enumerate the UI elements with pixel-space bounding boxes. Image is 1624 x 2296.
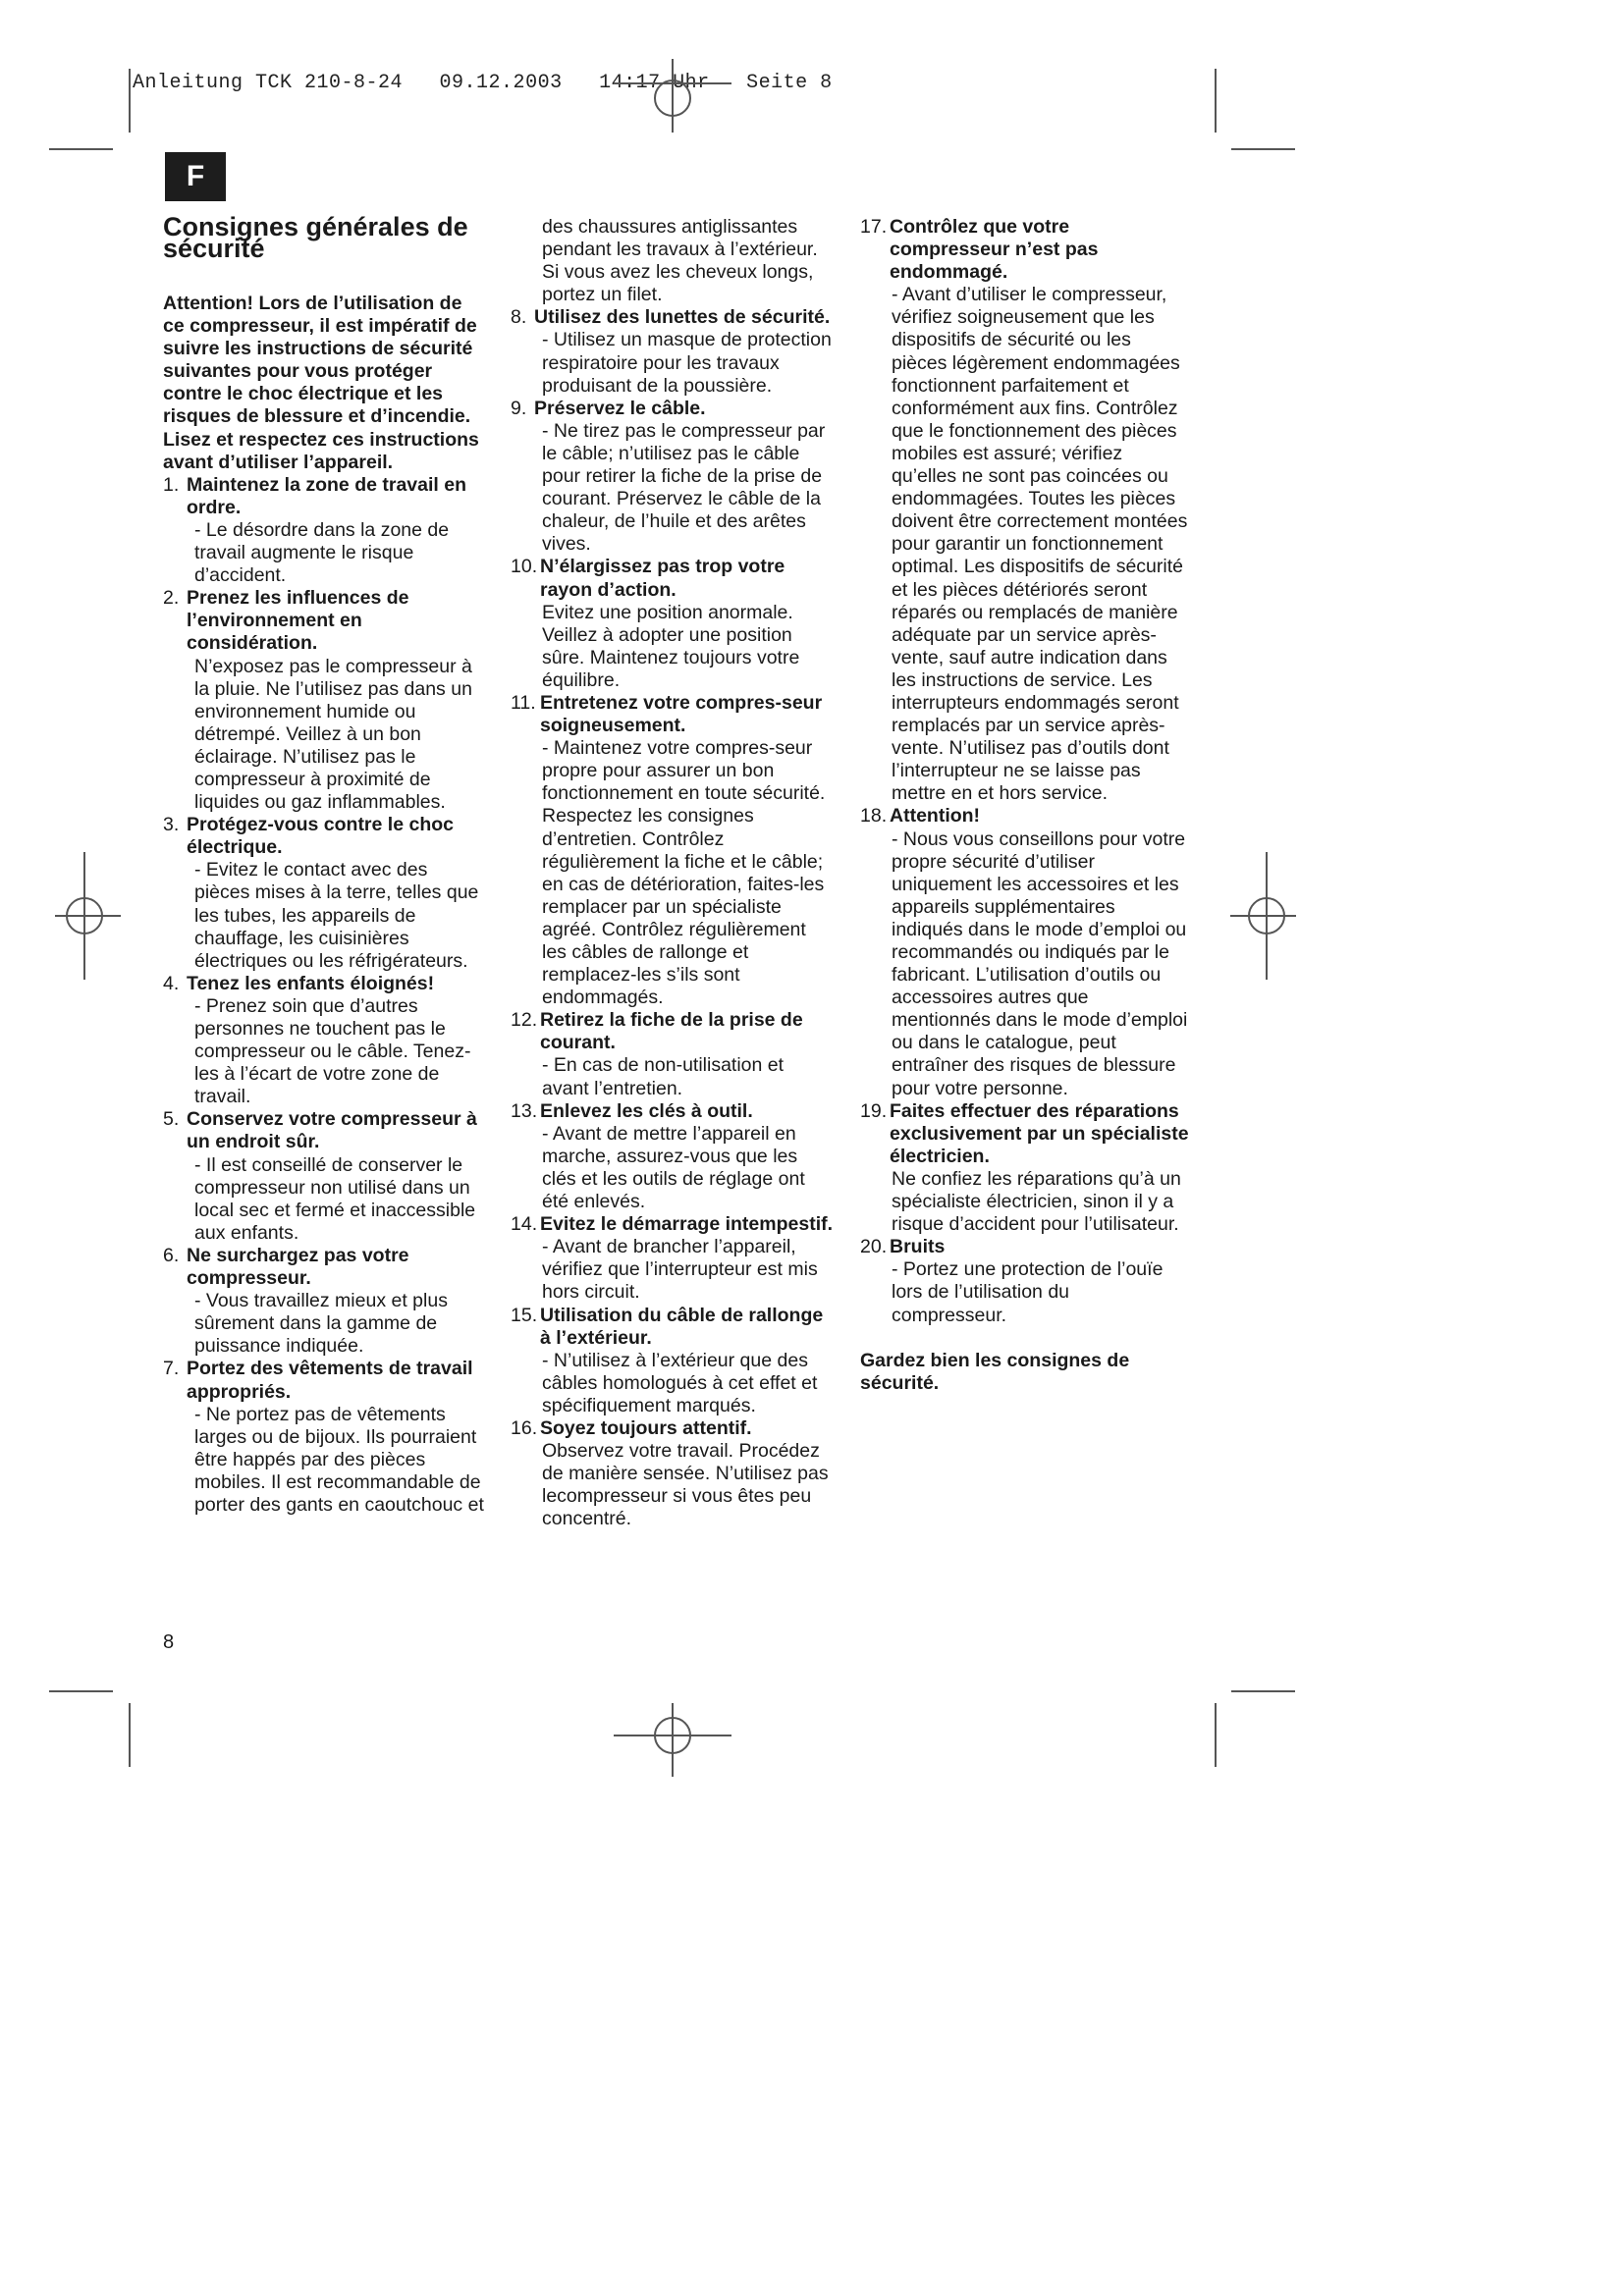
item-number: 1. xyxy=(163,473,180,496)
item-body: Evitez une position anormale. Veillez à adopter une position sûre. Maintenez toujours votre équilibre. xyxy=(542,601,800,691)
item-number: 13. xyxy=(511,1099,538,1122)
item-body: Ne confiez les réparations qu’à un spécialiste électricien, sinon il y a risque d’accident pour l’utilisateur. xyxy=(892,1167,1181,1236)
item-heading: Enlevez les clés à outil. xyxy=(540,1099,753,1122)
registration-mark-top-icon xyxy=(609,59,736,137)
crop-mark-top-right-horizontal xyxy=(1231,148,1295,150)
list-item xyxy=(860,1100,1189,1237)
item-number: 20. xyxy=(860,1236,888,1258)
section-title-line-2: sécurité xyxy=(163,234,265,263)
item-heading: Evitez le démarrage intempestif. xyxy=(540,1213,834,1236)
column-2 xyxy=(511,216,835,1530)
item-heading: Maintenez la zone de travail en ordre. xyxy=(187,473,466,518)
item-heading: Préservez le câble. xyxy=(534,397,706,419)
list-item xyxy=(860,1236,1189,1326)
item-heading: Portez des vêtements de travail appropriés. xyxy=(187,1358,473,1403)
item-heading: Retirez la fiche de la prise de courant. xyxy=(540,1009,803,1054)
intro-paragraph: Attention! Lors de l’utilisation de ce compresseur, il est impératif de suivre les instructions de sécurité suivantes pour vous protéger contre le choc électrique et les risques de blessure et d’incendie. Lisez et respectez ces instructions avant d’utiliser l’appareil. xyxy=(163,293,479,473)
crop-mark-top-left-horizontal xyxy=(49,148,113,150)
item-number: 15. xyxy=(511,1304,538,1326)
list-item xyxy=(860,216,1189,805)
item-heading: Entretenez votre compres-seur soigneusement. xyxy=(540,691,823,737)
item-body: - Prenez soin que d’autres personnes ne touchent pas le compresseur ou le câble. Tenez-les à l’écart de votre zone de travail. xyxy=(194,994,471,1108)
crop-mark-bottom-right-horizontal xyxy=(1231,1690,1295,1692)
item-heading: Tenez les enfants éloignés! xyxy=(187,972,435,994)
item-number: 2. xyxy=(163,587,180,610)
item-number: 6. xyxy=(163,1244,180,1266)
list-item xyxy=(511,1009,835,1099)
item-number: 8. xyxy=(511,306,527,329)
item-heading: Attention! xyxy=(890,805,981,828)
item-body: - Avant d’utiliser le compresseur, vérifiez soigneusement que les dispositifs de sécurité ou les pièces légèrement endommagées fonctionnent parfaitement et conformément aux fins. Contrôlez que le fonctionnement des pièces mobiles est assuré; vérifiez qu’elles ne sont pas coincées ou endommagées. Toutes les pièces doivent être correctement montées pour garantir un fonctionnement optimal. Les dispositifs de sécurité et les pièces détériorés seront réparés ou remplacés de manière adéquate par un service après-vente, sauf autre indication dans les instructions de service. Les interrupteurs endommagés seront remplacés par un service après-vente. N’utilisez pas d’outils dont l’interrupteur ne se laisse pas mettre en et hors service. xyxy=(892,284,1188,805)
item-body: - Evitez le contact avec des pièces mises à la terre, telles que les tubes, les appareils de chauffage, les cuisinières électriques ou les réfrigérateurs. xyxy=(194,859,479,972)
item-body: - En cas de non-utilisation et avant l’entretien. xyxy=(542,1054,785,1099)
item-heading: Utilisez des lunettes de sécurité. xyxy=(534,306,831,329)
item-heading: Soyez toujours attentif. xyxy=(540,1416,752,1439)
item-heading: Protégez-vous contre le choc électrique. xyxy=(187,814,454,859)
item-body: - Maintenez votre compres-seur propre pour assurer un bon fonctionnement en toute sécurité. Respectez les consignes d’entretien. Contrôlez régulièrement la fiche et le câble; en cas de détérioration, faites-les remplacer par un spécialiste agréé. Contrôlez régulièrement les câbles de rallonge et remplacez-les s’ils sont endommagés. xyxy=(542,737,826,1009)
item-heading: Prenez les influences de l’environnement en considération. xyxy=(187,587,409,655)
item-number: 7. xyxy=(163,1358,180,1380)
item-heading: N’élargissez pas trop votre rayon d’action. xyxy=(540,556,785,601)
item-body: - Avant de brancher l’appareil, vérifiez que l’interrupteur est mis hors circuit. xyxy=(542,1236,818,1304)
item-number: 14. xyxy=(511,1213,538,1236)
registration-mark-right-icon xyxy=(1225,852,1304,980)
section-title xyxy=(163,212,487,263)
item-number: 18. xyxy=(860,805,888,828)
list-item xyxy=(163,814,487,973)
crop-mark-top-left-vertical xyxy=(129,69,131,133)
item-number: 16. xyxy=(511,1416,538,1439)
item-number: 3. xyxy=(163,814,180,836)
crop-mark-top-right-vertical xyxy=(1215,69,1217,133)
crop-mark-bottom-left-horizontal xyxy=(49,1690,113,1692)
item-number: 5. xyxy=(163,1108,180,1131)
column-3 xyxy=(860,216,1189,1395)
item-number: 4. xyxy=(163,972,180,994)
item-body: Observez votre travail. Procédez de manière sensée. N’utilisez pas lecompresseur si vous êtes peu concentré. xyxy=(542,1440,829,1530)
language-tab: F xyxy=(165,152,226,201)
page-number: 8 xyxy=(163,1631,175,1653)
list-item xyxy=(163,587,487,814)
section-title-line-1: Consignes générales de xyxy=(163,212,468,241)
list-item xyxy=(511,1305,835,1417)
crop-mark-bottom-left-vertical xyxy=(129,1703,131,1767)
item-body: - Ne tirez pas le compresseur par le câble; n’utilisez pas le câble pour retirer la fiche de la prise de courant. Préservez le câble de la chaleur, de l’huile et des arêtes vives. xyxy=(542,419,826,556)
crop-mark-bottom-right-vertical xyxy=(1215,1703,1217,1767)
registration-mark-bottom-icon xyxy=(609,1698,736,1777)
item-number: 11. xyxy=(511,691,536,714)
list-item xyxy=(511,1213,835,1304)
item-body: des chaussures antiglissantes pendant les travaux à l’extérieur. Si vous avez les cheveux longs, portez un filet. xyxy=(542,216,818,306)
item-heading: Utilisation du câble de rallonge à l’extérieur. xyxy=(540,1304,824,1349)
list-item xyxy=(163,474,487,587)
list-item xyxy=(163,1108,487,1245)
column-1 xyxy=(163,212,487,1517)
list-item xyxy=(511,556,835,692)
list-item xyxy=(511,692,835,1009)
list-item xyxy=(163,1245,487,1358)
item-number: 19. xyxy=(860,1099,888,1122)
item-heading: Conservez votre compresseur à un endroit sûr. xyxy=(187,1108,477,1153)
item-body: - Avant de mettre l’appareil en marche, assurez-vous que les clés et les outils de réglage ont été enlevés. xyxy=(542,1122,805,1213)
item-body: - Vous travaillez mieux et plus sûrement dans la gamme de puissance indiquée. xyxy=(194,1290,448,1358)
item-body: - Ne portez pas de vêtements larges ou de bijoux. Ils pourraient être happés par des pièces mobiles. Il est recommandable de porter des gants en caoutchouc et xyxy=(194,1403,484,1516)
list-item xyxy=(511,306,835,397)
list-item xyxy=(511,1100,835,1213)
list-item xyxy=(860,805,1189,1099)
closing-note: Gardez bien les consignes de sécurité. xyxy=(860,1349,1130,1394)
list-item-continuation xyxy=(511,216,835,306)
item-body: N’exposez pas le compresseur à la pluie. Ne l’utilisez pas dans un environnement humide ou détrempé. Veillez à un bon éclairage. N’utilisez pas le compresseur à proximité de liquides ou gaz inflammables. xyxy=(194,655,472,814)
item-number: 10. xyxy=(511,556,538,578)
item-body: - N’utilisez à l’extérieur que des câbles homologués à cet effet et spécifiquement marqués. xyxy=(542,1349,818,1416)
item-number: 17. xyxy=(860,216,888,238)
list-item xyxy=(163,1358,487,1517)
item-heading: Ne surchargez pas votre compresseur. xyxy=(187,1244,409,1290)
item-body: - Le désordre dans la zone de travail augmente le risque d’accident. xyxy=(194,518,450,587)
item-body: - Utilisez un masque de protection respiratoire pour les travaux produisant de la poussière. xyxy=(542,329,832,397)
running-header: Anleitung TCK 210-8-24 09.12.2003 14:17 Uhr Seite 8 xyxy=(133,72,833,94)
item-heading: Contrôlez que votre compresseur n’est pas endommagé. xyxy=(890,216,1099,284)
list-item xyxy=(511,1417,835,1530)
list-item xyxy=(163,973,487,1109)
item-heading: Faites effectuer des réparations exclusivement par un spécialiste électricien. xyxy=(890,1099,1189,1167)
item-body: - Nous vous conseillons pour votre propre sécurité d’utiliser uniquement les accessoires et les appareils supplémentaires indiqués dans le mode d’emploi ou recommandés ou indiqués par le fabricant. L’utilisation d’outils ou accessoires autres que mentionnés dans le mode d’emploi ou dans le catalogue, peut entraîner des risques de blessure pour votre personne. xyxy=(892,828,1188,1099)
item-body: - Il est conseillé de conserver le compresseur non utilisé dans un local sec et fermé et inaccessible aux enfants. xyxy=(194,1153,476,1244)
item-body: - Portez une protection de l’ouïe lors de l’utilisation du compresseur. xyxy=(892,1258,1164,1326)
item-heading: Bruits xyxy=(890,1236,946,1258)
registration-mark-left-icon xyxy=(47,852,126,980)
item-number: 9. xyxy=(511,397,527,419)
item-number: 12. xyxy=(511,1009,538,1032)
list-item xyxy=(511,398,835,557)
